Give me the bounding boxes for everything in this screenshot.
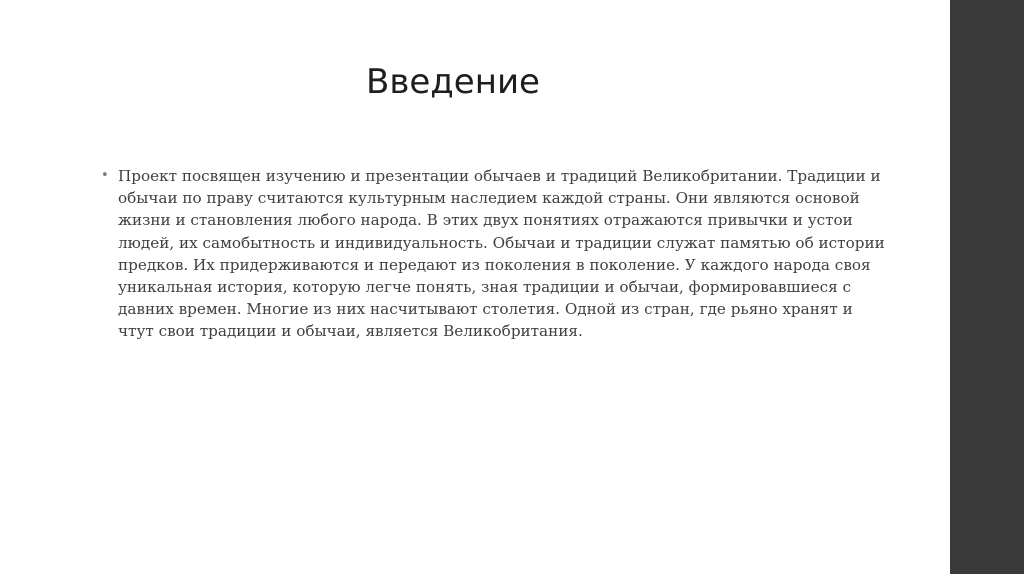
side-accent-bar	[950, 0, 1024, 574]
bullet-item	[101, 165, 888, 343]
slide-title: Введение	[366, 62, 540, 102]
bullet-text: Проект посвящен изучению и презентации обычаев и традиций Великобритании. Традиции и обычаи по праву считаются культурным наследием каждой страны. Они являются основой жизни и становления любого народа. В этих двух понятиях отражаются привычки и устои людей, их самобытность и индивидуальность. Обычаи и традиции служат памятью об истории предков. Их придерживаются и передают из поколения в поколение. У каждого народа своя уникальная история, которую легче понять, зная традиции и обычаи, формировавшиеся с давних времен. Многие из них насчитывают столетия. Одной из стран, где рьяно хранят и чтут свои традиции и обычаи, является Великобритания.	[118, 167, 885, 341]
bullet-marker: •	[101, 168, 109, 183]
slide-body	[101, 165, 888, 343]
